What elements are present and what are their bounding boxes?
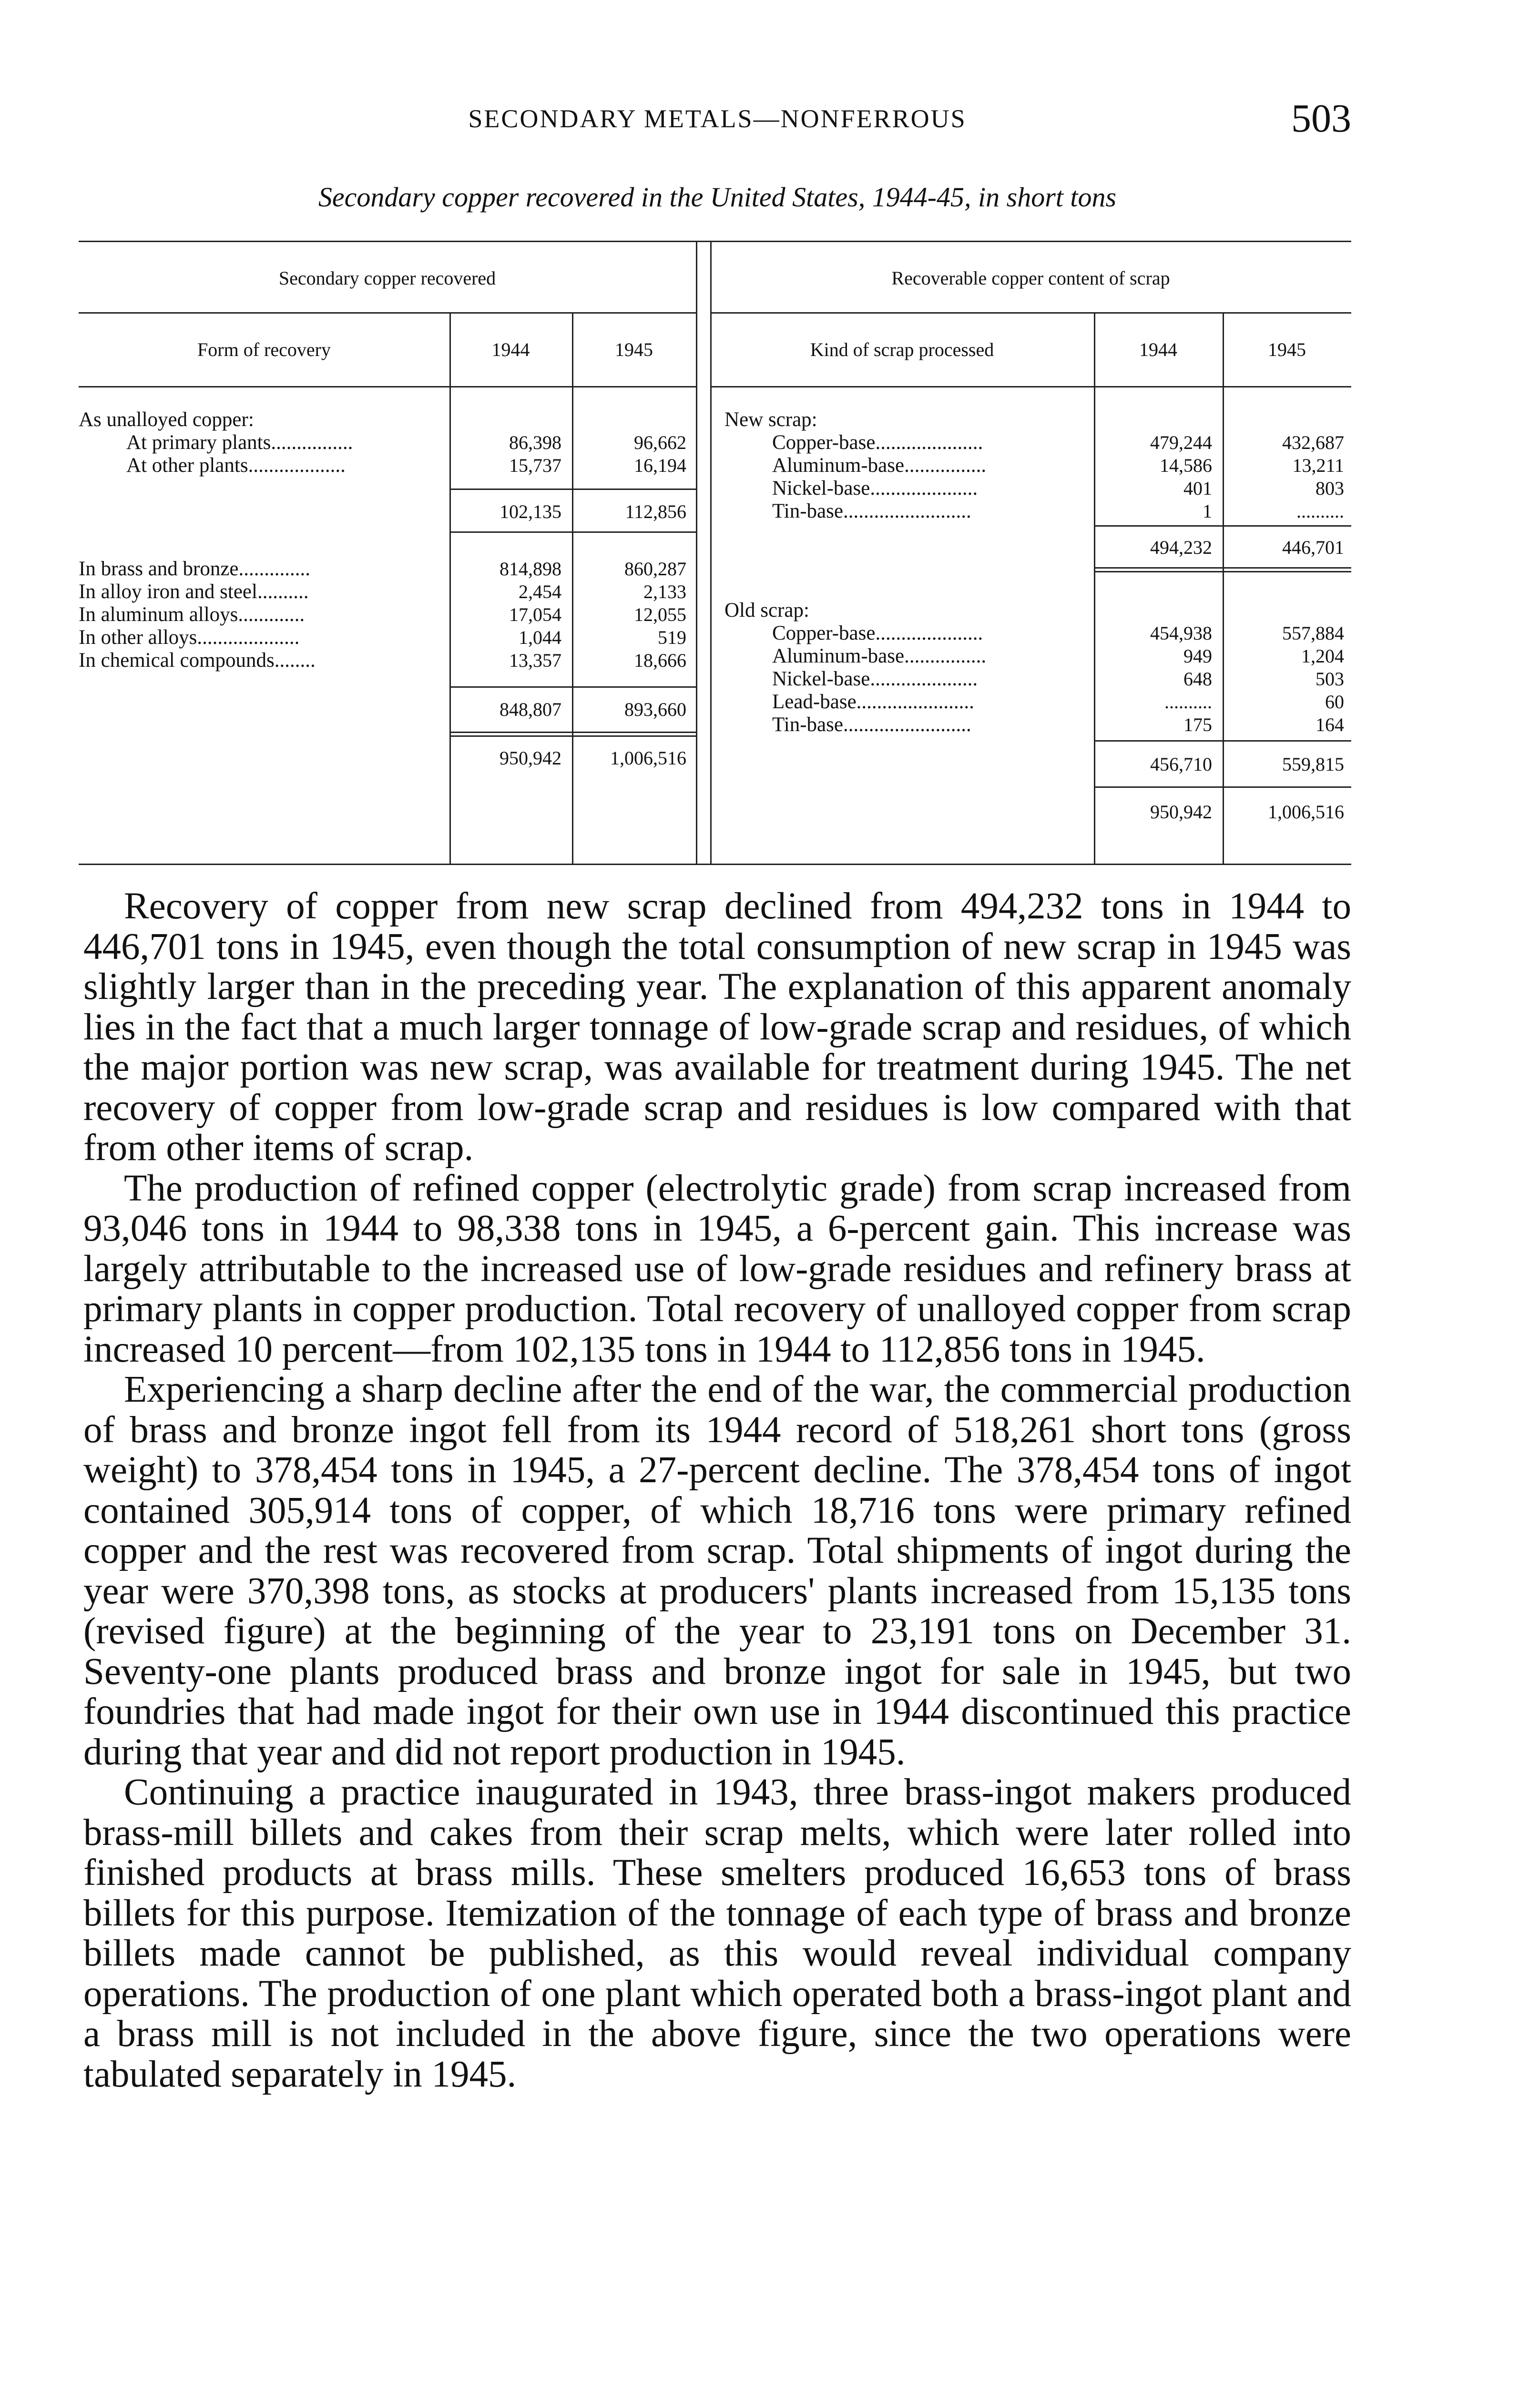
right-new-subtotal-1945: 446,701 <box>1282 537 1344 558</box>
row-label: Tin-base......................... <box>772 713 971 736</box>
value-cell: 164 <box>1316 714 1344 735</box>
value-cell: 803 <box>1316 478 1344 499</box>
left-group-heading: Secondary copper recovered <box>278 267 496 289</box>
value-cell: 13,357 <box>509 650 561 671</box>
col-right-1945: 1945 <box>1268 339 1306 360</box>
value-cell: 2,133 <box>643 581 686 602</box>
value-cell: 17,054 <box>509 604 561 625</box>
page-number: 503 <box>1291 96 1351 141</box>
row-heading: As unalloyed copper: <box>79 408 254 431</box>
value-cell: 432,687 <box>1282 432 1344 453</box>
value-cell: 2,454 <box>519 581 561 602</box>
value-cell: 16,194 <box>634 455 686 476</box>
paragraph: The production of refined copper (electrolytic grade) from scrap increased from 93,046 tons in 1944 to 98,338 tons in 1945, a 6-percent gain. This increase was largely attributable to the increased use of low-grade residues and refinery brass at primary plants in copper production. Total recovery of unalloyed copper from scrap increased 10 percent—from 102,135 tons in 1944 to 112,856 tons in 1945. <box>83 1167 1351 1370</box>
right-new-scrap <box>724 408 986 523</box>
col-left-1945: 1945 <box>615 339 653 360</box>
secondary-copper-table <box>79 241 1351 865</box>
left-subtotal2-1944: 848,807 <box>500 699 561 720</box>
right-old-subtotal-1945: 559,815 <box>1282 754 1344 775</box>
paragraph: Recovery of copper from new scrap declined from 494,232 tons in 1944 to 446,701 tons in 1945, even though the total consumption of new scrap in 1945 was slightly larger than in the preceding year. The explanation of this apparent anomaly lies in the fact that a much larger tonnage of low-grade scrap and residues, of which the major portion was new scrap, was available for treatment during 1945. The net recovery of copper from low-grade scrap and residues is low compared with that from other items of scrap. <box>83 886 1351 1169</box>
row-label: Aluminum-base................ <box>772 645 987 667</box>
paragraph: Experiencing a sharp decline after the end of the war, the commercial production of brass and bronze ingot fell from its 1944 record of 518,261 short tons (gross weight) to 378,454 tons in 1945, a 27-percent decline. The 378,454 tons of ingot contained 305,914 tons of copper, of which 18,716 tons were primary refined copper and the rest was recovered from scrap. Total shipments of ingot during the year were 370,398 tons, as stocks at producers' plants increased from 15,135 tons (revised figure) at the beginning of the year to 23,191 tons on December 31. Seventy-one plants produced brass and bronze ingot for sale in 1945, but two foundries that had made ingot for their own use in 1944 discontinued this practice during that year and did not report production in 1945. <box>83 1369 1351 1773</box>
left-section1 <box>79 408 353 477</box>
row-label: Lead-base....................... <box>772 691 974 713</box>
value-cell: 1,204 <box>1301 645 1344 667</box>
value-cell: 949 <box>1183 645 1212 667</box>
row-label: Tin-base......................... <box>772 500 971 522</box>
running-head-title: SECONDARY METALS—NONFERROUS <box>468 104 967 133</box>
left-total-1945: 1,006,516 <box>610 747 686 769</box>
value-cell: .......... <box>1296 500 1344 522</box>
col-left-1944: 1944 <box>491 339 530 360</box>
value-cell: 13,211 <box>1292 455 1344 476</box>
left-section2 <box>79 558 316 672</box>
value-cell: 519 <box>658 627 686 648</box>
value-cell: 479,244 <box>1150 432 1212 453</box>
value-cell: 454,938 <box>1150 622 1212 644</box>
value-cell: 1 <box>1203 500 1212 522</box>
row-label: In alloy iron and steel.......... <box>79 580 309 603</box>
row-label: Nickel-base..................... <box>772 668 978 690</box>
right-total-1944: 950,942 <box>1150 801 1212 823</box>
row-heading: Old scrap: <box>724 599 809 621</box>
right-group-heading: Recoverable copper content of scrap <box>891 267 1170 289</box>
col-kind-of-scrap: Kind of scrap processed <box>810 339 994 360</box>
row-label: At other plants................... <box>126 454 346 477</box>
value-cell: 14,586 <box>1160 455 1212 476</box>
right-total-1945: 1,006,516 <box>1268 801 1344 823</box>
row-label: In aluminum alloys............. <box>79 603 305 626</box>
value-cell: 814,898 <box>500 558 561 580</box>
value-cell: 557,884 <box>1282 622 1344 644</box>
row-label: Nickel-base..................... <box>772 477 978 499</box>
left-total-1944: 950,942 <box>500 747 561 769</box>
row-label: In chemical compounds........ <box>79 649 316 672</box>
value-cell: 96,662 <box>634 432 686 453</box>
value-cell: 401 <box>1183 478 1212 499</box>
value-cell: 175 <box>1183 714 1212 735</box>
value-cell: 503 <box>1316 668 1344 690</box>
value-cell: 18,666 <box>634 650 686 671</box>
row-label: In other alloys.................... <box>79 626 300 649</box>
paragraph: Continuing a practice inaugurated in 1943, three brass-ingot makers produced brass-mill billets and cakes from their scrap melts, which were later rolled into finished products at brass mills. These smelters produced 16,653 tons of brass billets for this purpose. Itemization of the tonnage of each type of brass and bronze billets made cannot be published, as this would reveal individual company operations. The production of one plant which operated both a brass-ingot plant and a brass mill is not included in the above figure, since the two operations were tabulated separately in 1945. <box>83 1772 1351 2095</box>
left-subtotal2-1945: 893,660 <box>624 699 686 720</box>
right-old-scrap <box>724 599 986 736</box>
row-label: Aluminum-base................ <box>772 454 987 477</box>
body-text <box>83 886 1351 2095</box>
value-cell: 86,398 <box>509 432 561 453</box>
right-new-subtotal-1944: 494,232 <box>1150 537 1212 558</box>
left-subtotal1-1945: 112,856 <box>625 501 686 522</box>
col-right-1944: 1944 <box>1139 339 1177 360</box>
row-heading: New scrap: <box>724 408 817 431</box>
value-cell: 12,055 <box>634 604 686 625</box>
row-label: In brass and bronze.............. <box>79 558 311 580</box>
value-cell: 648 <box>1183 668 1212 690</box>
value-cell: .......... <box>1164 691 1212 713</box>
left-subtotal1-1944: 102,135 <box>500 501 561 522</box>
value-cell: 1,044 <box>519 627 561 648</box>
value-cell: 860,287 <box>624 558 686 580</box>
value-cell: 15,737 <box>509 455 561 476</box>
table-caption: Secondary copper recovered in the United States, 1944-45, in short tons <box>318 182 1117 213</box>
running-head <box>83 95 1351 141</box>
col-form-of-recovery: Form of recovery <box>197 339 331 360</box>
row-label: Copper-base..................... <box>772 431 983 454</box>
right-old-subtotal-1944: 456,710 <box>1150 754 1212 775</box>
row-label: Copper-base..................... <box>772 622 983 644</box>
value-cell: 60 <box>1325 691 1344 713</box>
row-label: At primary plants................ <box>126 431 353 454</box>
